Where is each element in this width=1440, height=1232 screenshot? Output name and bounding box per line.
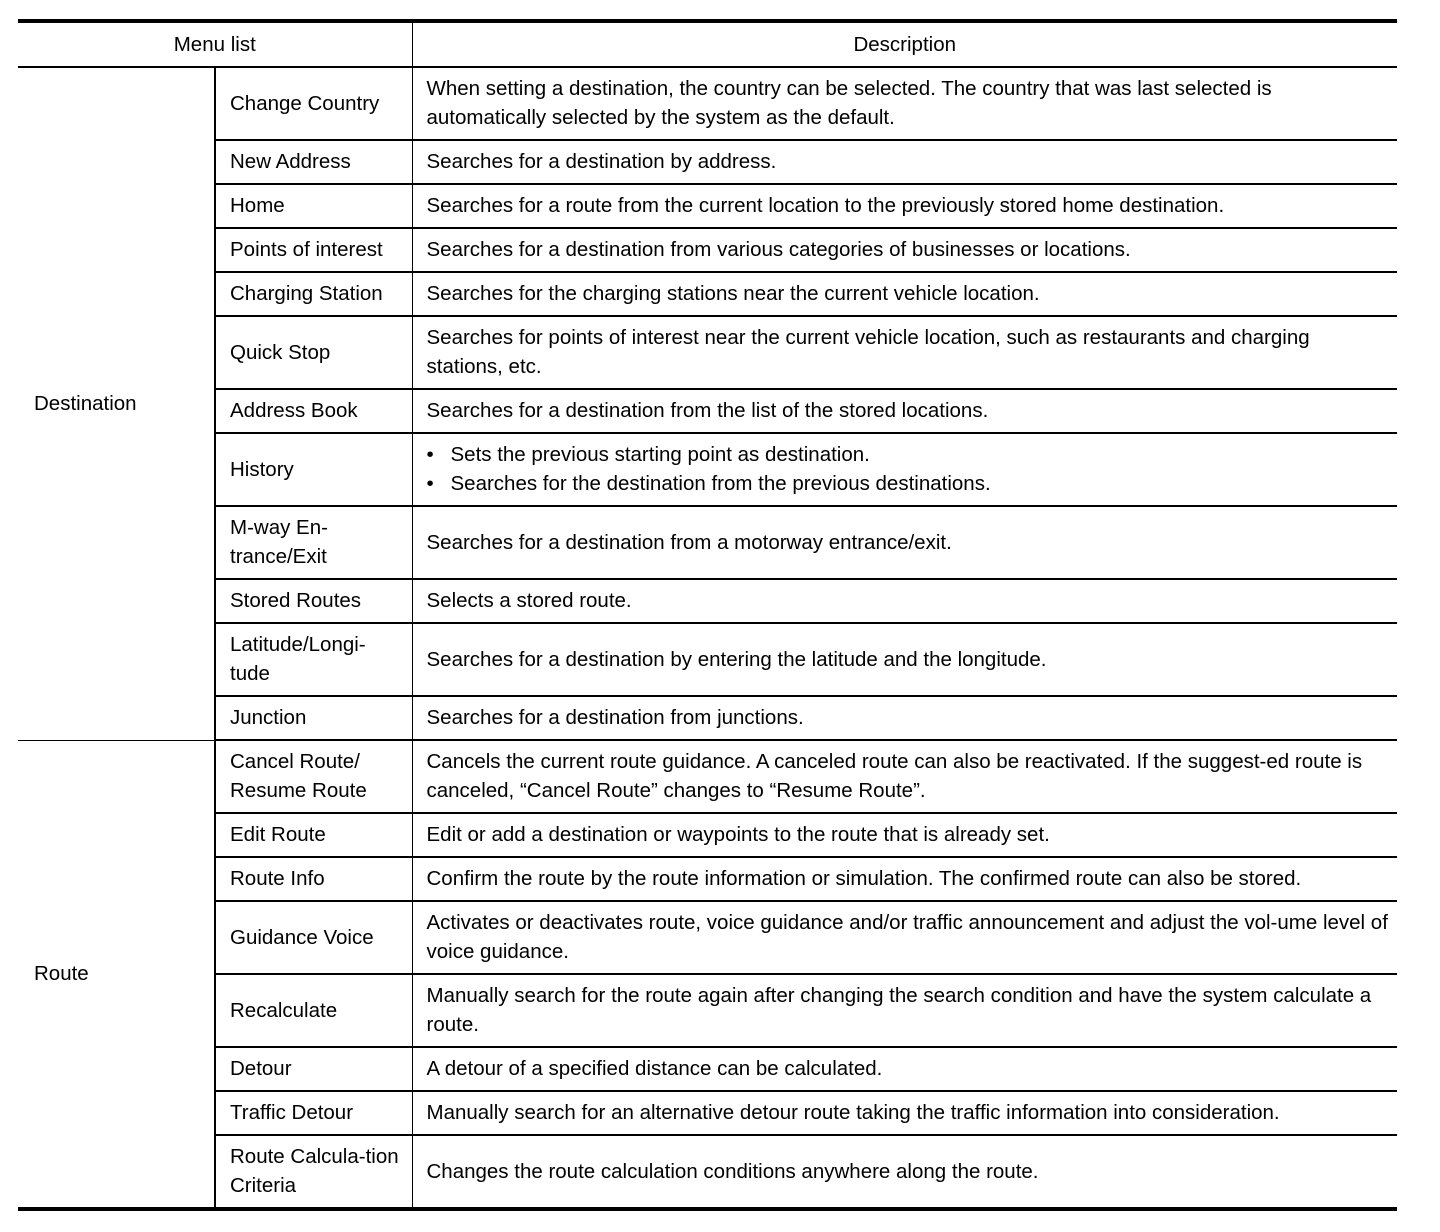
menu-item-recalculate: Recalculate — [215, 974, 412, 1047]
bullet-text: Searches for the destination from the previous destinations. — [450, 472, 991, 495]
header-description: Description — [412, 21, 1397, 67]
table-row — [18, 506, 1397, 579]
table-row — [18, 389, 1397, 433]
menu-item-traffic-detour: Traffic Detour — [215, 1091, 412, 1135]
description-edit-route: Edit or add a destination or waypoints to the route that is already set. — [412, 813, 1397, 857]
bullet-text: Sets the previous starting point as destination. — [450, 443, 870, 466]
menu-item-edit-route: Edit Route — [215, 813, 412, 857]
description-mway-entrance-exit: Searches for a destination from a motorway entrance/exit. — [412, 506, 1397, 579]
bullet-item — [427, 440, 1390, 469]
menu-item-change-country: Change Country — [215, 67, 412, 140]
description-route-calculation-criteria: Changes the route calculation conditions anywhere along the route. — [412, 1135, 1397, 1209]
menu-item-quick-stop: Quick Stop — [215, 316, 412, 389]
bullet-icon: • — [426, 443, 434, 466]
menu-item-charging-station: Charging Station — [215, 272, 412, 316]
description-charging-station: Searches for the charging stations near the current vehicle location. — [412, 272, 1397, 316]
description-cancel-resume-route: Cancels the current route guidance. A canceled route can also be reactivated. If the suggest-ed route is canceled, “Cancel Route” changes to “Resume Route”. — [412, 740, 1397, 813]
description-traffic-detour: Manually search for an alternative detour route taking the traffic information into consideration. — [412, 1091, 1397, 1135]
description-latitude-longitude: Searches for a destination by entering the latitude and the longitude. — [412, 623, 1397, 696]
menu-item-junction: Junction — [215, 696, 412, 740]
table-row — [18, 316, 1397, 389]
table-row — [18, 974, 1397, 1047]
description-recalculate: Manually search for the route again after changing the search condition and have the system calculate a route. — [412, 974, 1397, 1047]
table-row — [18, 1047, 1397, 1091]
table-row — [18, 813, 1397, 857]
description-address-book: Searches for a destination from the list of the stored locations. — [412, 389, 1397, 433]
group-route: Route — [18, 740, 215, 1209]
description-stored-routes: Selects a stored route. — [412, 579, 1397, 623]
menu-item-points-of-interest: Points of interest — [215, 228, 412, 272]
description-quick-stop: Searches for points of interest near the current vehicle location, such as restaurants and charging stations, etc. — [412, 316, 1397, 389]
table-row — [18, 228, 1397, 272]
menu-item-detour: Detour — [215, 1047, 412, 1091]
menu-item-cancel-resume-route: Cancel Route/ Resume Route — [215, 740, 412, 813]
table-row — [18, 579, 1397, 623]
description-guidance-voice: Activates or deactivates route, voice guidance and/or traffic announcement and adjust the vol-ume level of voice guidance. — [412, 901, 1397, 974]
header-menu-list: Menu list — [18, 21, 412, 67]
table-row — [18, 67, 1397, 140]
bullet-icon: • — [426, 472, 434, 495]
menu-item-stored-routes: Stored Routes — [215, 579, 412, 623]
description-points-of-interest: Searches for a destination from various categories of businesses or locations. — [412, 228, 1397, 272]
history-bullet-list — [427, 440, 1390, 498]
table-row — [18, 1135, 1397, 1209]
menu-item-route-info: Route Info — [215, 857, 412, 901]
group-destination: Destination — [18, 67, 215, 740]
menu-item-new-address: New Address — [215, 140, 412, 184]
table-row — [18, 140, 1397, 184]
table-row — [18, 696, 1397, 740]
table-row — [18, 272, 1397, 316]
description-home: Searches for a route from the current location to the previously stored home destination. — [412, 184, 1397, 228]
description-change-country: When setting a destination, the country can be selected. The country that was last selected is automatically selected by the system as the default. — [412, 67, 1397, 140]
table-row — [18, 740, 1397, 813]
menu-item-guidance-voice: Guidance Voice — [215, 901, 412, 974]
description-detour: A detour of a specified distance can be calculated. — [412, 1047, 1397, 1091]
description-route-info: Confirm the route by the route information or simulation. The confirmed route can also be stored. — [412, 857, 1397, 901]
menu-item-route-calculation-criteria: Route Calcula-tion Criteria — [215, 1135, 412, 1209]
table-row — [18, 184, 1397, 228]
menu-item-latitude-longitude: Latitude/Longi-tude — [215, 623, 412, 696]
description-history — [412, 433, 1397, 506]
table-header-row — [18, 21, 1397, 67]
menu-item-history: History — [215, 433, 412, 506]
description-new-address: Searches for a destination by address. — [412, 140, 1397, 184]
bullet-item — [427, 469, 1390, 498]
table-row — [18, 1091, 1397, 1135]
menu-item-home: Home — [215, 184, 412, 228]
table-row — [18, 857, 1397, 901]
menu-item-address-book: Address Book — [215, 389, 412, 433]
menu-list-table — [18, 19, 1397, 1211]
menu-item-mway-entrance-exit: M-way En-trance/Exit — [215, 506, 412, 579]
table-row — [18, 623, 1397, 696]
table-row — [18, 433, 1397, 506]
table-row — [18, 901, 1397, 974]
description-junction: Searches for a destination from junctions. — [412, 696, 1397, 740]
